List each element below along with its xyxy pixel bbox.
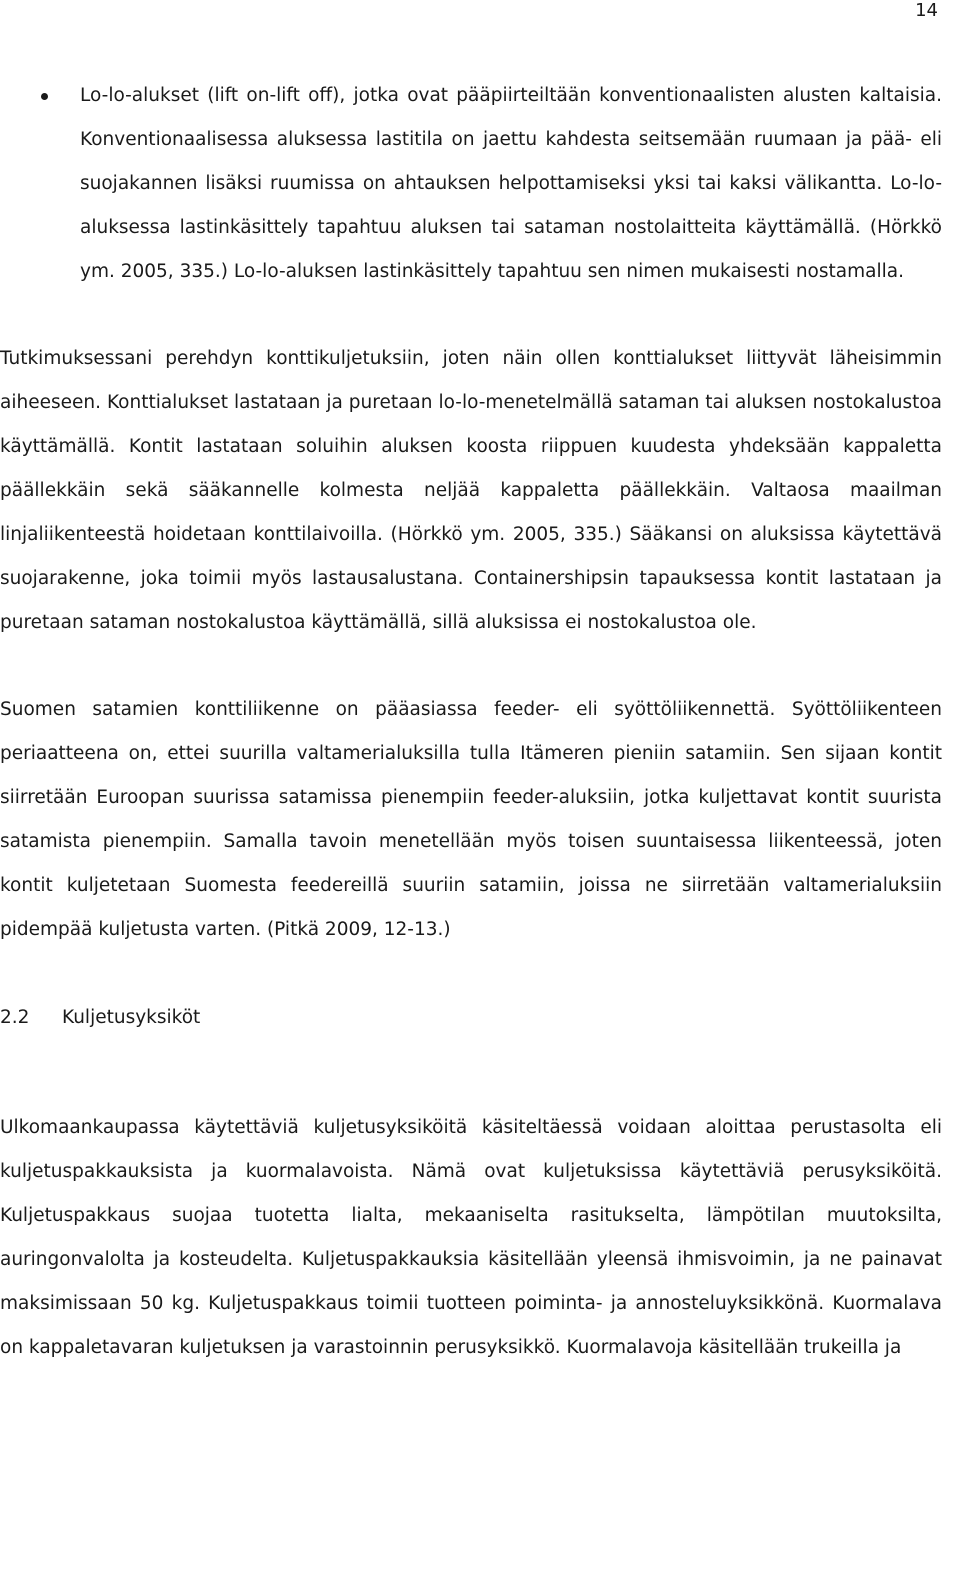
section-number: 2.2	[0, 1007, 30, 1028]
section-heading	[0, 996, 942, 1040]
bullet-icon	[41, 93, 48, 100]
paragraph-container-ships: Tutkimuksessani perehdyn konttikuljetuksiin, joten näin ollen konttialukset liittyvät läheisimmin aiheeseen. Konttialukset lastataan ja puretaan lo-lo-menetelmällä sataman tai aluksen nostokalustoa käyttämällä. Kontit lastataan soluihin aluksen koosta riippuen kuudesta yhdeksään kappaletta päällekkäin sekä sääkannelle kolmesta neljää kappaletta päällekkäin. Valtaosa maailman linjaliikenteestä hoidetaan konttilaivoilla. (Hörkkö ym. 2005, 335.) Sääkansi on aluksissa käytettävä suojarakenne, joka toimii myös lastausalustana. Containershipsin tapauksessa kontit lastataan ja puretaan sataman nostokalustoa käyttämällä, sillä aluksissa ei nostokalustoa ole.	[0, 348, 942, 633]
bullet-paragraph: Lo-lo-alukset (lift on-lift off), jotka ovat pääpiirteiltään konventionaalisten alusten kaltaisia. Konventionaalisessa aluksessa lastitila on jaettu kahdesta seitsemään ruumaan ja pää- eli suojakannen lisäksi ruumissa on ahtauksen helpottamiseksi yksi tai kaksi välikantta. Lo-lo-aluksessa lastinkäsittely tapahtuu aluksen tai sataman nostolaitteita käyttämällä. (Hörkkö ym. 2005, 335.) Lo-lo-aluksen lastinkäsittely tapahtuu sen nimen mukaisesti nostamalla.	[80, 85, 942, 282]
page-number: 14	[915, 0, 938, 21]
paragraph-transport-units: Ulkomaankaupassa käytettäviä kuljetusyksiköitä käsiteltäessä voidaan aloittaa perustasolta eli kuljetuspakkauksista ja kuormalavoista. Nämä ovat kuljetuksissa käytettäviä perusyksiköitä. Kuljetuspakkaus suojaa tuotetta lialta, mekaaniselta rasitukselta, lämpötilan muutoksilta, auringonvalolta ja kosteudelta. Kuljetuspakkauksia käsitellään yleensä ihmisvoimin, ja ne painavat maksimissaan 50 kg. Kuljetuspakkaus toimii tuotteen poiminta- ja annosteluyksikkönä. Kuormalava on kappaletavaran kuljetuksen ja varastoinnin perusyksikkö. Kuormalavoja käsitellään trukeilla ja	[0, 1117, 942, 1358]
document-body	[0, 74, 942, 1370]
paragraph-feeder-traffic: Suomen satamien konttiliikenne on pääasiassa feeder- eli syöttöliikennettä. Syöttöliikenteen periaatteena on, ettei suurilla valtamerialuksilla tulla Itämeren pieniin satamiin. Sen sijaan kontit siirretään Euroopan suurissa satamissa pienempiin feeder-aluksiin, jotka kuljettavat kontit suurista satamista pienempiin. Samalla tavoin menetellään myös toisen suuntaisessa liikenteessä, joten kontit kuljetetaan Suomesta feedereillä suuriin satamiin, joissa ne siirretään valtamerialuksiin pidempää kuljetusta varten. (Pitkä 2009, 12-13.)	[0, 699, 942, 940]
bullet-list-item	[0, 74, 942, 294]
section-title: Kuljetusyksiköt	[62, 1007, 201, 1028]
